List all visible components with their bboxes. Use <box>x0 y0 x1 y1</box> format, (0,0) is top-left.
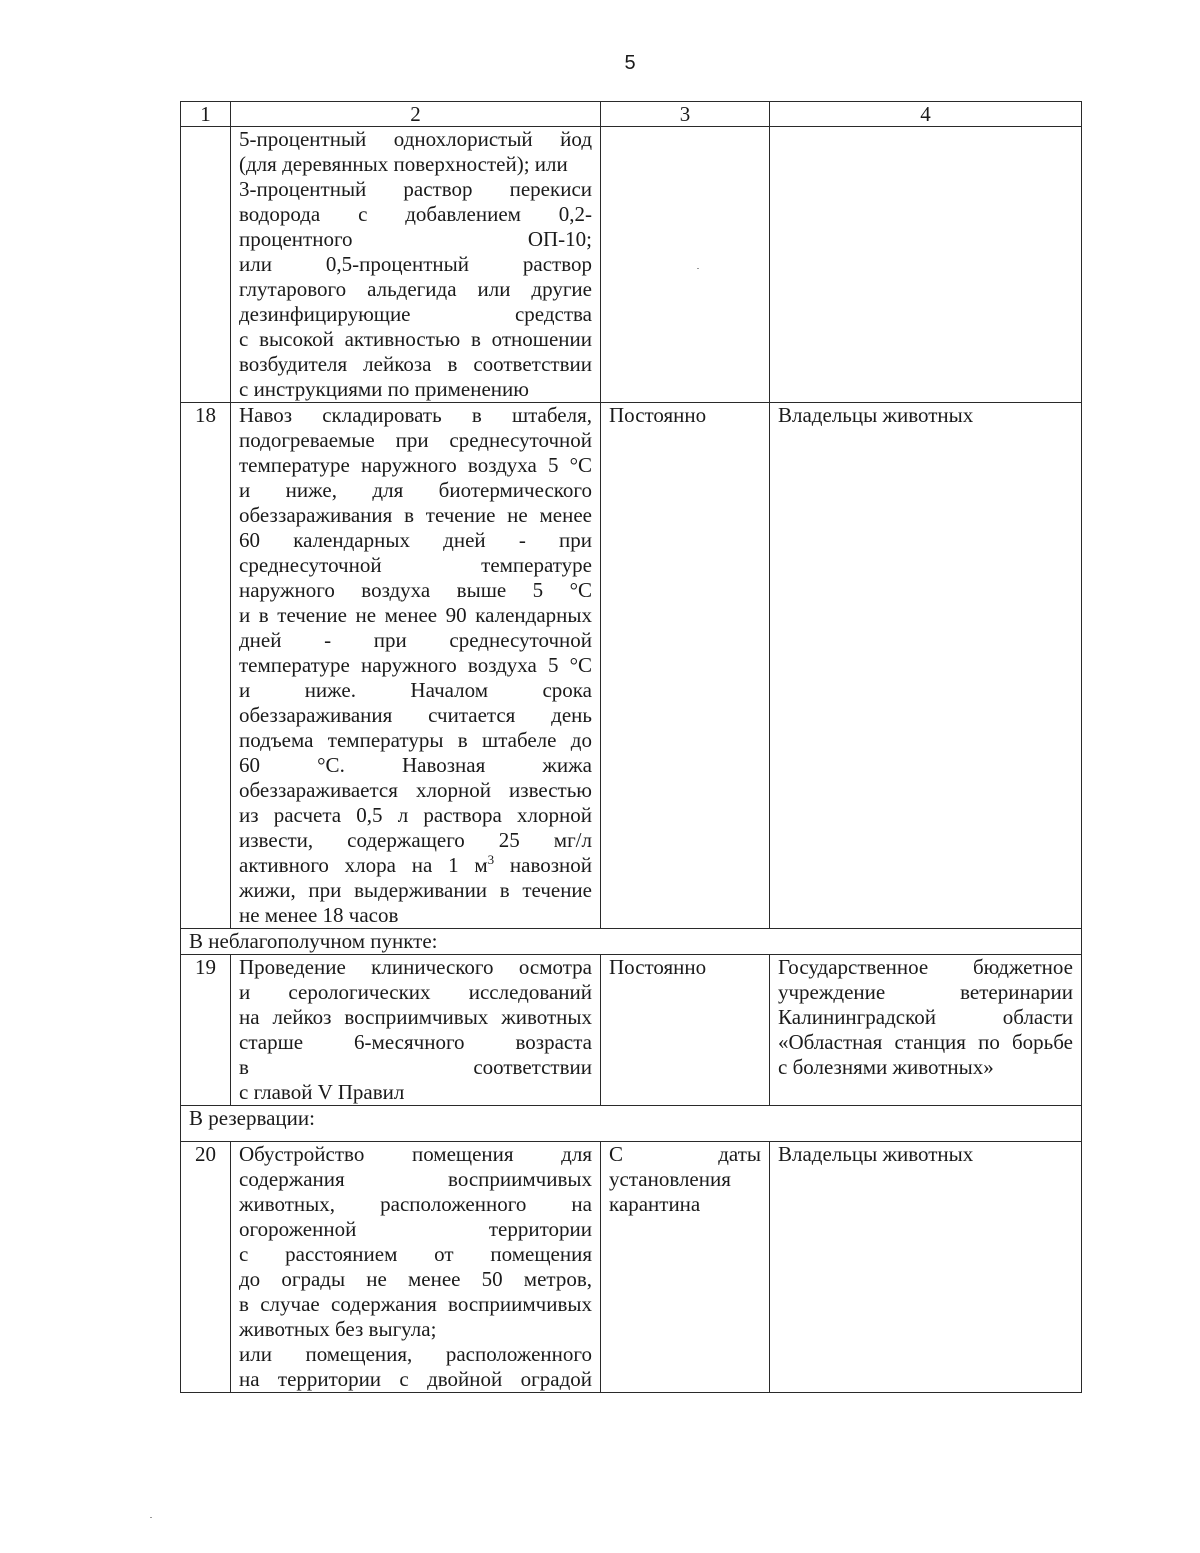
header-col-4: 4 <box>770 102 1082 127</box>
text-line: в соответствии <box>239 1055 592 1079</box>
text-line: обеззараживания в течение не менее <box>239 503 592 527</box>
header-col-2: 2 <box>231 102 601 127</box>
text-line: 3-процентный раствор перекиси <box>239 177 592 201</box>
text-line: «Областная станция по борьбе <box>778 1030 1073 1054</box>
measures-table <box>180 101 1082 1393</box>
row-number: 18 <box>181 403 231 929</box>
text-line: 60 календарных дней - при <box>239 528 592 552</box>
responsible-cell: Владельцы животных <box>770 403 1082 929</box>
text-line: 5-процентный однохлористый йод <box>239 127 592 151</box>
text-line: водорода с добавлением 0,2- <box>239 202 592 226</box>
text-line: с расстоянием от помещения <box>239 1242 592 1266</box>
section-row-unfavorable <box>181 929 1082 955</box>
text-line: из расчета 0,5 л раствора хлорной <box>239 803 592 827</box>
scan-speck <box>150 1517 152 1518</box>
text-line: содержания восприимчивых <box>239 1167 592 1191</box>
page-number: 5 <box>624 52 636 74</box>
text-line: С даты <box>609 1142 761 1166</box>
text-line: дезинфицирующие средства <box>239 302 592 326</box>
text-line: огороженной территории <box>239 1217 592 1241</box>
row-number: 19 <box>181 955 231 1106</box>
text-line: и ниже. Началом срока <box>239 678 592 702</box>
text-line: с болезнями животных» <box>778 1055 994 1079</box>
text-line: до ограды не менее 50 метров, <box>239 1267 592 1291</box>
m3-superscript: 3 <box>487 852 495 867</box>
measure-text <box>231 1142 601 1393</box>
text-line: температуре наружного воздуха 5 °С <box>239 453 592 477</box>
responsible-empty <box>770 127 1082 403</box>
text-line: на лейкоз восприимчивых животных <box>239 1005 592 1029</box>
responsible-cell: Владельцы животных <box>770 1142 1082 1393</box>
header-row <box>181 102 1082 127</box>
section-title: В резервации: <box>181 1106 1082 1142</box>
text-line: обеззараживается хлорной известью <box>239 778 592 802</box>
text-line: подогреваемые при среднесуточной <box>239 428 592 452</box>
text-line: и в течение не менее 90 календарных <box>239 603 592 627</box>
term-cell <box>601 1142 770 1393</box>
text-line: или помещения, расположенного <box>239 1342 592 1366</box>
text-line: жижи, при выдерживании в течение <box>239 878 592 902</box>
text-line: извести, содержащего 25 мг/л <box>239 828 592 852</box>
table-row-continuation <box>181 127 1082 403</box>
text-line: или 0,5-процентный раствор <box>239 252 592 276</box>
text-line: процентного ОП-10; <box>239 227 592 251</box>
text-line: с главой V Правил <box>239 1080 405 1104</box>
responsible-cell <box>770 955 1082 1106</box>
measure-text <box>231 127 601 403</box>
scan-speck <box>697 268 699 269</box>
text-line: 60 °С. Навозная жижа <box>239 753 592 777</box>
term-cell: Постоянно <box>601 955 770 1106</box>
table-row-18 <box>181 403 1082 929</box>
text-line: возбудителя лейкоза в соответствии <box>239 352 592 376</box>
text-line: не менее 18 часов <box>239 903 399 927</box>
text-line: старше 6-месячного возраста <box>239 1030 592 1054</box>
text-line: Проведение клинического осмотра <box>239 955 592 979</box>
m3-text-after: навозной <box>494 853 592 877</box>
text-line: обеззараживания считается день <box>239 703 592 727</box>
text-line: на территории с двойной оградой <box>239 1367 592 1391</box>
text-line: дней - при среднесуточной <box>239 628 592 652</box>
measure-text <box>231 955 601 1106</box>
text-line: с высокой активностью в отношении <box>239 327 592 351</box>
section-title: В неблагополучном пункте: <box>181 929 1082 955</box>
text-line: установления <box>609 1167 731 1191</box>
text-line: температуре наружного воздуха 5 °С <box>239 653 592 677</box>
text-line: карантина <box>609 1192 701 1216</box>
table-row-20 <box>181 1142 1082 1393</box>
text-line: с инструкциями по применению <box>239 377 529 401</box>
section-row-reservation <box>181 1106 1082 1142</box>
text-line: глутарового альдегида или другие <box>239 277 592 301</box>
text-line: животных, расположенного на <box>239 1192 592 1216</box>
text-line: подъема температуры в штабеле до <box>239 728 592 752</box>
text-line: Обустройство помещения для <box>239 1142 592 1166</box>
text-line: и серологических исследований <box>239 980 592 1004</box>
text-line: среднесуточной температуре <box>239 553 592 577</box>
text-line: Навоз складировать в штабеля, <box>239 403 592 427</box>
header-col-3: 3 <box>601 102 770 127</box>
term-cell: Постоянно <box>601 403 770 929</box>
table-row-19 <box>181 955 1082 1106</box>
m3-text-before: активного хлора на 1 м <box>239 853 488 877</box>
text-line: Государственное бюджетное <box>778 955 1073 979</box>
row-number: 20 <box>181 1142 231 1393</box>
text-line-m3 <box>239 853 592 878</box>
text-line: животных без выгула; <box>239 1317 437 1341</box>
text-line: в случае содержания восприимчивых <box>239 1292 592 1316</box>
measure-text <box>231 403 601 929</box>
term-empty <box>601 127 770 403</box>
header-col-1: 1 <box>181 102 231 127</box>
text-line: Калининградской области <box>778 1005 1073 1029</box>
text-line: учреждение ветеринарии <box>778 980 1073 1004</box>
text-line: (для деревянных поверхностей); или <box>239 152 568 176</box>
text-line: наружного воздуха выше 5 °С <box>239 578 592 602</box>
row-number-empty <box>181 127 231 403</box>
text-line: и ниже, для биотермического <box>239 478 592 502</box>
